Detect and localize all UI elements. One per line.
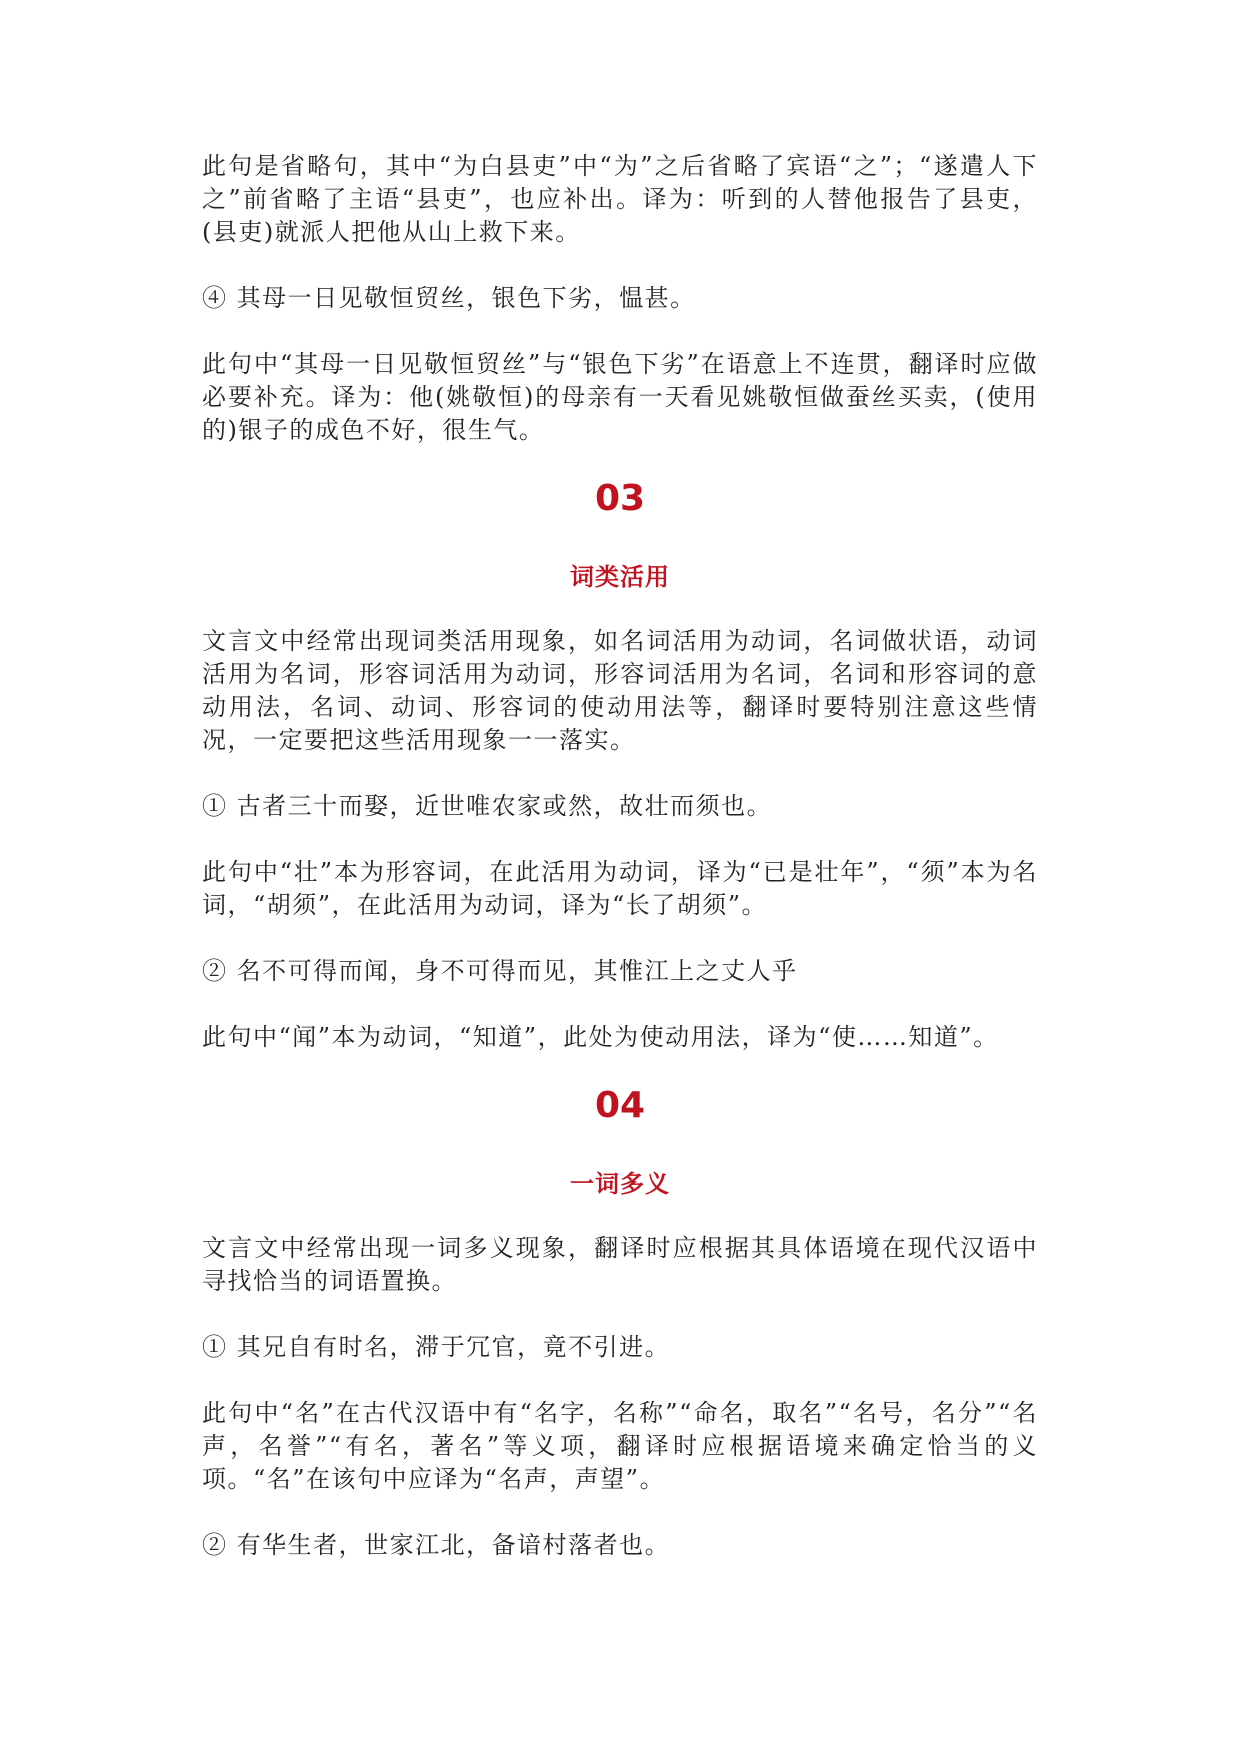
section3-example-2: ② 名不可得而闻，身不可得而见，其惟江上之丈人乎	[202, 957, 798, 985]
section4-example-1-note: 此句中“名”在古代汉语中有“名字，名称”“命名，取名”“名号，名分”“名声，名誉”“有名，著名”等义项，翻译时应根据语境来确定恰当的义项。“名”在该句中应译为“名声，声望”。	[202, 1399, 1038, 1493]
section3-intro: 文言文中经常出现词类活用现象，如名词活用为动词，名词做状语，动词活用为名词，形容词活用为动词，形容词活用为名词，名词和形容词的意动用法，名词、动词、形容词的使动用法等，翻译时要特别注意这些情况，一定要把这些活用现象一一落实。	[202, 627, 1038, 754]
section3-example-1-note: 此句中“壮”本为形容词，在此活用为动词，译为“已是壮年”，“须”本为名词，“胡须”，在此活用为动词，译为“长了胡须”。	[202, 858, 1038, 919]
section-number-03: 03	[594, 478, 646, 519]
section4-intro: 文言文中经常出现一词多义现象，翻译时应根据其具体语境在现代汉语中寻找恰当的词语置换。	[202, 1234, 1038, 1295]
section3-example-1: ① 古者三十而娶，近世唯农家或然，故壮而须也。	[202, 792, 773, 820]
section-title-polysemy: 一词多义	[570, 1170, 670, 1198]
document-page	[202, 150, 1038, 1562]
section4-example-1: ① 其兄自有时名，滞于冗官，竟不引进。	[202, 1333, 671, 1361]
paragraph-omission-explanation: 此句是省略句，其中“为白县吏”中“为”之后省略了宾语“之”；“遂遣人下之”前省略了主语“县吏”，也应补出。译为：听到的人替他报告了县吏，(县吏)就派人把他从山上救下来。	[202, 152, 1038, 246]
section-number-04: 04	[594, 1085, 646, 1126]
example-4-sentence: ④ 其母一日见敬恒贸丝，银色下劣，愠甚。	[202, 284, 696, 312]
section3-example-2-note: 此句中“闻”本为动词，“知道”，此处为使动用法，译为“使……知道”。	[202, 1023, 999, 1051]
section-title-word-class: 词类活用	[570, 563, 670, 591]
section4-example-2: ② 有华生者，世家江北，备谙村落者也。	[202, 1531, 671, 1559]
paragraph-example-4-explanation: 此句中“其母一日见敬恒贸丝”与“银色下劣”在语意上不连贯，翻译时应做必要补充。译为：他(姚敬恒)的母亲有一天看见姚敬恒做蚕丝买卖，(使用的)银子的成色不好，很生气。	[202, 350, 1038, 444]
